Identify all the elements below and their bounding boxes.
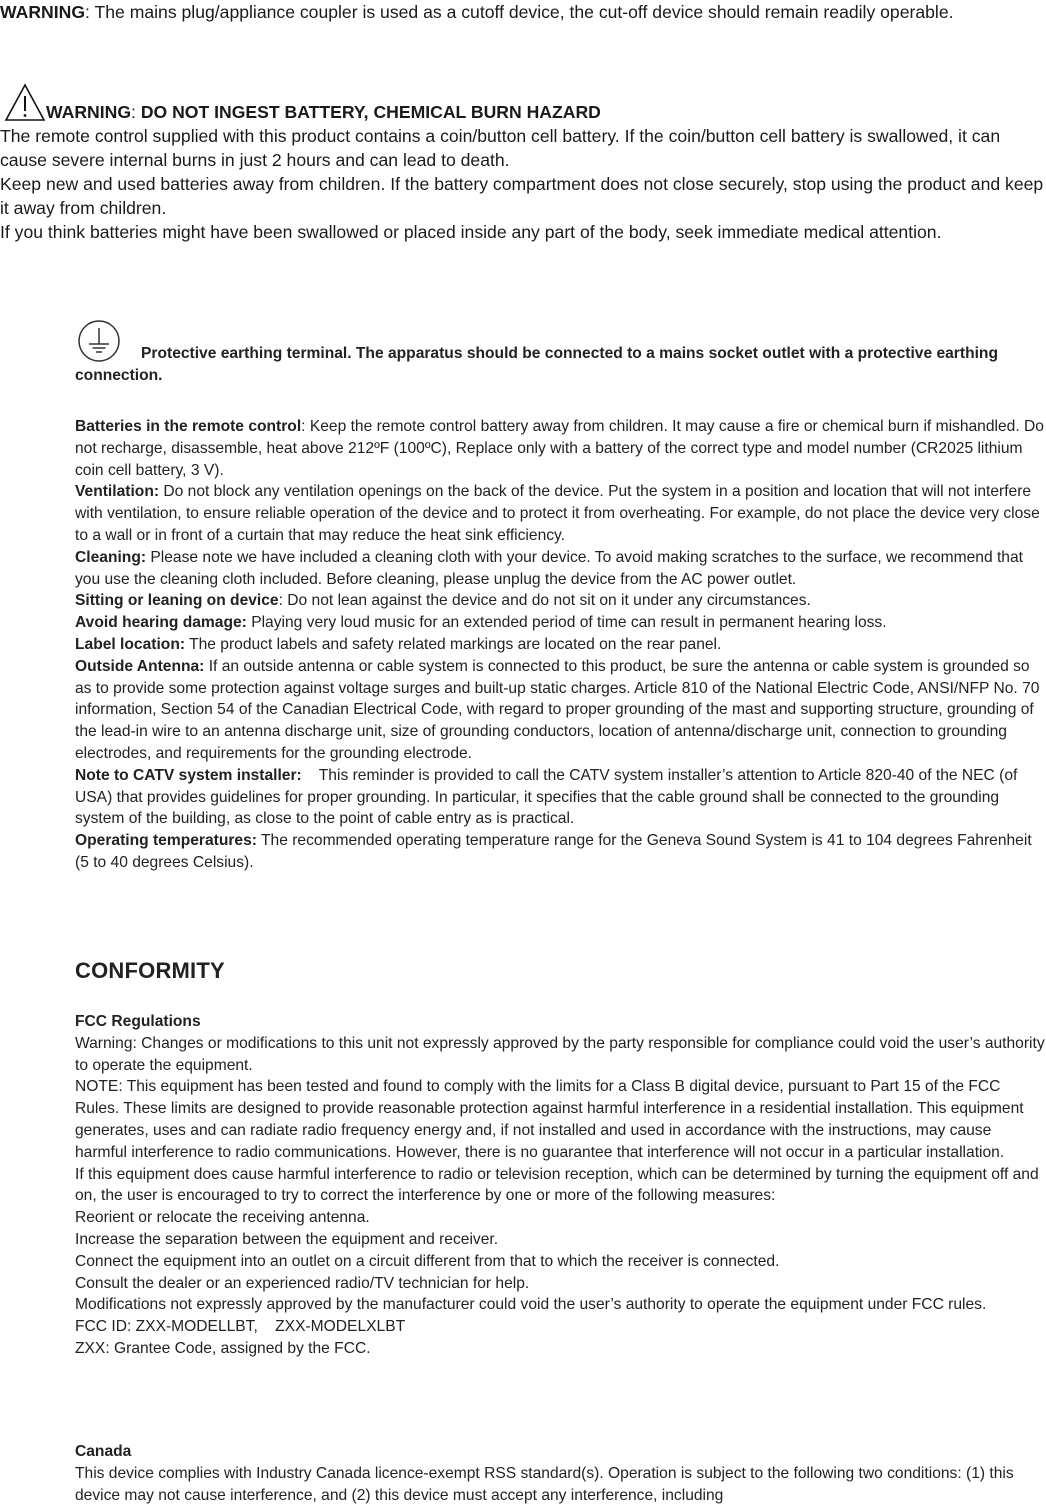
safety-item-text: Do not block any ventilation openings on the back of the device. Put the system in a position and location that will not interfere with ventilation, to ensure reliable operation of the device and to protect it from overheating. For example, do not place the device very close to a wall or in front of a curtain that may reduce the heat sink efficiency. [75, 483, 1040, 544]
battery-warning-line: Keep new and used batteries away from children. If the battery compartment does not close securely, stop using the product and keep it away from children. [0, 174, 1044, 218]
battery-warning-heading [0, 72, 1046, 124]
safety-item-label: Label location: [75, 635, 186, 653]
safety-item-text: The product labels and safety related markings are located on the rear panel. [185, 635, 722, 653]
safety-item [75, 830, 1046, 874]
protective-earth-icon [75, 318, 123, 364]
warning-cutoff-paragraph [0, 0, 1046, 24]
fcc-line: Consult the dealer or an experienced radio/TV technician for help. [75, 1274, 530, 1292]
warning-label: WARNING [0, 2, 86, 22]
battery-warning-label: WARNING [46, 102, 132, 122]
fcc-line: ZXX: Grantee Code, assigned by the FCC. [75, 1339, 371, 1357]
fcc-line: Connect the equipment into an outlet on a circuit different from that to which the receiver is connected. [75, 1252, 780, 1270]
fcc-section [75, 1011, 1046, 1360]
fcc-line: Increase the separation between the equipment and receiver. [75, 1230, 499, 1248]
canada-text: This device complies with Industry Canada licence-exempt RSS standard(s). Operation is subject to the following two conditions: (1) this device may not cause interference, and (2) this device must accept any interference, including [75, 1464, 1014, 1504]
earthing-text: Protective earthing terminal. The apparatus should be connected to a mains socket outlet with a protective earthing connection. [75, 345, 998, 384]
safety-item-text: Please note we have included a cleaning cloth with your device. To avoid making scratches to the surface, we recommend that you use the cleaning cloth included. Before cleaning, please unplug the device from the AC power outlet. [75, 548, 1023, 588]
warning-cutoff-text: : The mains plug/appliance coupler is used as a cutoff device, the cut-off device should remain readily operable. [85, 2, 954, 22]
battery-warning-line: The remote control supplied with this product contains a coin/button cell battery. If the coin/button cell battery is swallowed, it can cause severe internal burns in just 2 hours and can lead to death. [0, 126, 1001, 170]
earthing-section [75, 318, 1046, 387]
safety-item-text: Playing very loud music for an extended period of time can result in permanent hearing loss. [246, 614, 887, 632]
safety-item-label: Cleaning: [75, 548, 147, 566]
safety-item-label: Note to CATV system installer: [75, 766, 302, 784]
canada-heading: Canada [75, 1443, 132, 1460]
fcc-line: Reorient or relocate the receiving antenna. [75, 1209, 370, 1227]
battery-warning-title: DO NOT INGEST BATTERY, CHEMICAL BURN HAZARD [140, 102, 601, 122]
safety-item-label: Outside Antenna: [75, 657, 205, 675]
safety-item [75, 656, 1046, 765]
warning-cutoff-section [0, 0, 1046, 24]
safety-item-label: Sitting or leaning on device [75, 592, 279, 610]
fcc-line: Modifications not expressly approved by the manufacturer could void the user’s authority to operate the equipment under FCC rules. [75, 1296, 987, 1314]
safety-item-label: Avoid hearing damage: [75, 614, 247, 632]
battery-warning-sep: : [131, 102, 141, 122]
fcc-line: NOTE: This equipment has been tested and found to comply with the limits for a Class B digital device, pursuant to Part 15 of the FCC Rules. These limits are designed to provide reasonable protection against harmful interference in a residential installation. This equipment generates, uses and can radiate radio frequency energy and, if not installed and used in accordance with the instructions, may cause harmful interference to radio communications. However, there is no guarantee that interference will not occur in a particular installation. [75, 1078, 1024, 1161]
safety-instructions [75, 416, 1046, 874]
safety-item [75, 765, 1046, 830]
safety-item [75, 547, 1046, 591]
fcc-heading: FCC Regulations [75, 1013, 201, 1030]
conformity-title: CONFORMITY [75, 958, 225, 983]
safety-item [75, 416, 1046, 481]
safety-item [75, 590, 1046, 612]
safety-item-label: Ventilation: [75, 483, 160, 501]
canada-section [75, 1441, 1046, 1506]
safety-item-text: This reminder is provided to call the CATV system installer’s attention to Article 820-40 of the NEC (of USA) that provides guidelines for proper grounding. In particular, it specifies that the cable ground shall be connected to the grounding system of the building, as close to the point of cable entry as is practical. [75, 766, 1022, 828]
safety-item-text: : Do not lean against the device and do not sit on it under any circumstances. [278, 592, 811, 610]
safety-item-text: If an outside antenna or cable system is connected to this product, be sure the antenna or cable system is grounded so as to provide some protection against voltage surges and built-up static charges. Article 810 of the National Electric Code, ANSI/NFP No. 70 information, Section 54 of the Canadian Electrical Code, with regard to proper grounding of the mast and supporting structure, grounding of the lead-in wire to an antenna discharge unit, size of grounding conductors, location of antenna/discharge unit, connection to grounding electrodes, and requirements for the grounding electrode. [75, 657, 1040, 762]
safety-item-text: The recommended operating temperature range for the Geneva Sound System is 41 to 104 degrees Fahrenheit (5 to 40 degrees Celsius). [75, 832, 1032, 871]
safety-item-label: Batteries in the remote control [75, 418, 302, 435]
safety-item [75, 612, 1046, 634]
battery-warning-section [0, 72, 1046, 244]
battery-warning-line: If you think batteries might have been swallowed or placed inside any part of the body, seek immediate medical attention. [0, 222, 942, 242]
fcc-line: Warning: Changes or modifications to this unit not expressly approved by the party responsible for compliance could void the user’s authority to operate the equipment. [75, 1034, 1045, 1074]
fcc-id: FCC ID: ZXX-MODELLBT, ZXX-MODELXLBT [75, 1318, 406, 1336]
safety-item-text: : Keep the remote control battery away from children. It may cause a fire or chemical burn if mishandled. Do not recharge, disassemble, heat above 212ºF (100ºC), Replace only with a battery of the correct type and model number (CR2025 lithium coin cell battery, 3 V). [75, 418, 1044, 479]
safety-item [75, 481, 1046, 546]
safety-item-label: Operating temperatures: [75, 832, 257, 850]
fcc-line: If this equipment does cause harmful interference to radio or television reception, which can be determined by turning the equipment off and on, the user is encouraged to try to correct the interference by one or more of the following measures: [75, 1165, 1039, 1205]
warning-triangle-icon [4, 82, 46, 124]
safety-item [75, 634, 1046, 656]
